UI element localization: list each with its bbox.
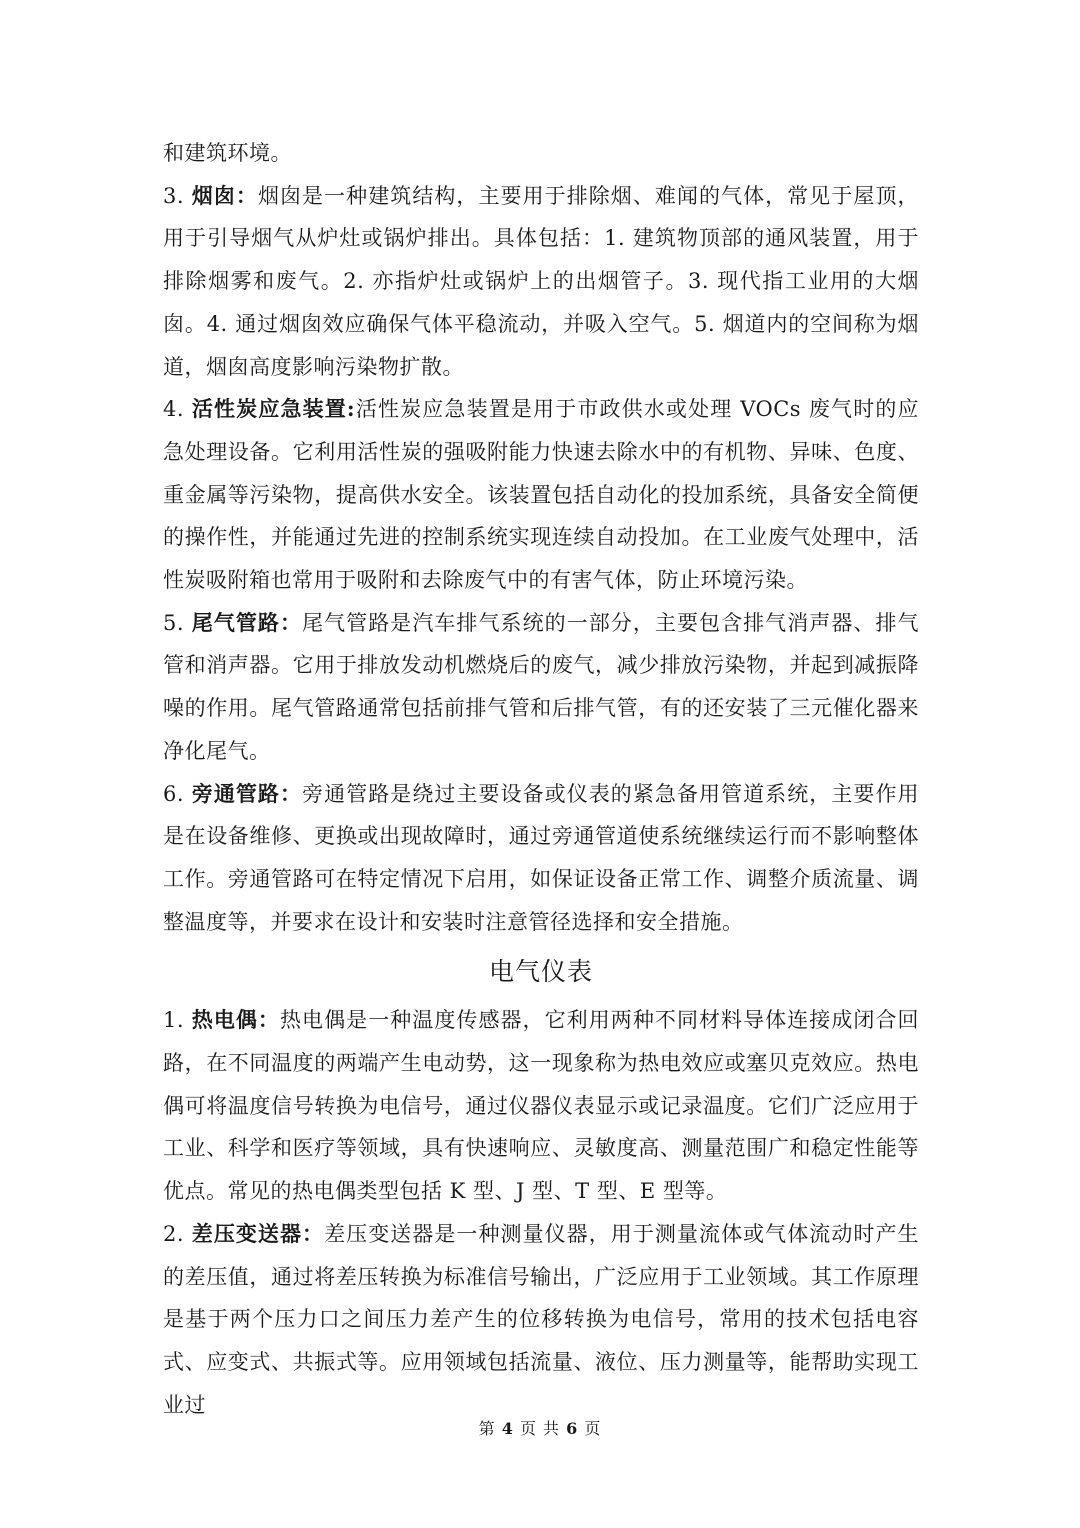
item-term: 活性炭应急装置: bbox=[191, 396, 356, 422]
item-number: 1. bbox=[163, 1008, 192, 1033]
paragraph-text: 和建筑环境。 bbox=[163, 141, 292, 165]
item-number: 6. bbox=[163, 781, 192, 806]
item-text: 活性炭应急装置是用于市政供水或处理 VOCs 废气时的应急处理设备。它利用活性炭的强吸附能力快速去除水中的有机物、异味、色度、重金属等污染物，提高供水安全。该装置包括自动化的投加系统，具备安全简便的操作性，并能通过先进的控制系统实现连续自动投加。在工业废气处理中，活性炭吸附箱也常用于吸附和去除废气中的有害气体，防止环境污染。 bbox=[163, 397, 919, 593]
item-term: 尾气管路： bbox=[191, 609, 303, 635]
footer-total-pages: 6 bbox=[566, 1419, 579, 1438]
item-term: 热电偶： bbox=[191, 1007, 280, 1033]
item-text: 旁通管路是绕过主要设备或仪表的紧急备用管道系统，主要作用是在设备维修、更换或出现故障时，通过旁通管道使系统继续运行而不影响整体工作。旁通管路可在特定情况下启用，如保证设备正常工作、调整介质流量、调整温度等，并要求在设计和安装时注意管径选择和安全措施。 bbox=[163, 781, 920, 934]
item-term: 烟囱： bbox=[191, 182, 258, 208]
item-term: 差压变送器： bbox=[191, 1220, 325, 1246]
item-number: 4. bbox=[163, 397, 192, 422]
item-text: 烟囱是一种建筑结构，主要用于排除烟、难闻的气体，常见于屋顶，用于引导烟气从炉灶或锅炉排出。具体包括：1. 建筑物顶部的通风装置，用于排除烟雾和废气。2. 亦指炉灶或锅炉上的出烟管子。3. 现代指工业用的大烟囱。4. 通过烟囱效应确保气体平稳流动，并吸入空气。5. 烟道内的空间称为烟道，烟囱高度影响污染物扩散。 bbox=[163, 183, 920, 379]
paragraph-continuation bbox=[163, 132, 919, 175]
item-number: 2. bbox=[163, 1221, 192, 1246]
item-text: 热电偶是一种温度传感器，它利用两种不同材料导体连接成闭合回路，在不同温度的两端产生电动势，这一现象称为热电效应或塞贝克效应。热电偶可将温度信号转换为电信号，通过仪器仪表显示或记录温度。它们广泛应用于工业、科学和医疗等领域，具有快速响应、灵敏度高、测量范围广和稳定性能等优点。常见的热电偶类型包括 K 型、J 型、T 型、E 型等。 bbox=[163, 1008, 919, 1204]
page-footer bbox=[0, 1416, 1080, 1439]
item-text: 差压变送器是一种测量仪器，用于测量流体或气体流动时产生的差压值，通过将差压转换为标准信号输出，广泛应用于工业领域。其工作原理是基于两个压力口之间压力差产生的位移转换为电信号，常用的技术包括电容式、应变式、共振式等。应用领域包括流量、液位、压力测量等，能帮助实现工业过 bbox=[163, 1221, 919, 1417]
paragraph-chimney bbox=[163, 175, 919, 389]
item-number: 5. bbox=[163, 610, 192, 635]
page-content bbox=[163, 132, 919, 1426]
paragraph-exhaust-pipe bbox=[163, 602, 919, 773]
item-number: 3. bbox=[163, 183, 192, 208]
section-title: 电气仪表 bbox=[488, 957, 593, 987]
item-term: 旁通管路： bbox=[191, 780, 303, 806]
paragraph-bypass-pipe bbox=[163, 773, 919, 944]
footer-suffix: 页 bbox=[584, 1419, 602, 1438]
footer-prefix: 第 bbox=[478, 1419, 496, 1438]
paragraph-differential-pressure-transmitter bbox=[163, 1213, 919, 1427]
paragraph-thermocouple bbox=[163, 999, 919, 1213]
paragraph-activated-carbon bbox=[163, 388, 919, 602]
footer-mid: 页 共 bbox=[519, 1419, 561, 1438]
item-text: 尾气管路是汽车排气系统的一部分，主要包含排气消声器、排气管和消声器。它用于排放发动机燃烧后的废气，减少排放污染物，并起到减振降噪的作用。尾气管路通常包括前排气管和后排气管，有的还安装了三元催化器来净化尾气。 bbox=[163, 610, 920, 763]
footer-page-number: 4 bbox=[501, 1419, 514, 1438]
